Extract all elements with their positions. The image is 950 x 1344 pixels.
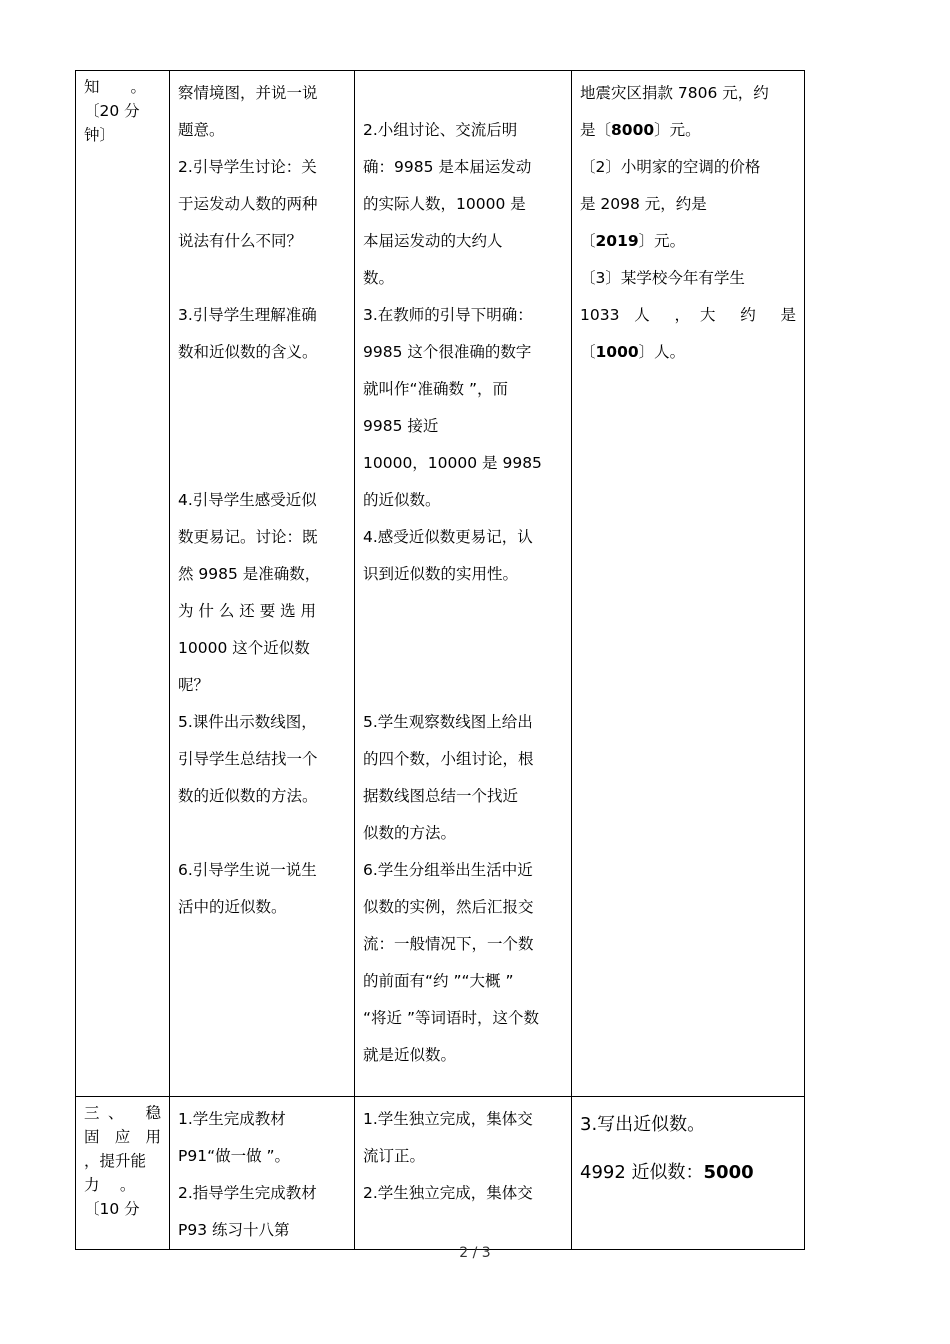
text-line: 活中的近似数。 xyxy=(178,898,287,916)
text-line: 1.学生完成教材 xyxy=(178,1110,286,1128)
text-line: 4.感受近似数更易记，认 xyxy=(363,528,533,546)
page-number: 2 / 3 xyxy=(459,1245,491,1261)
stage-line: 〔20 分 xyxy=(84,102,140,120)
text-line: 3.引导学生理解准确 xyxy=(178,306,317,324)
text-line: 呢？ xyxy=(178,676,210,694)
text-line: 为 什 么 还 要 选 用 xyxy=(178,602,317,620)
text-line: 似数的实例，然后汇报交 xyxy=(363,898,534,916)
text-line: 据数线图总结一个找近 xyxy=(363,787,519,805)
text-line: 2.引导学生讨论：关 xyxy=(178,158,317,176)
text-line: P91“做一做 ”。 xyxy=(178,1147,291,1165)
text-line: 就叫作“准确数 ”，而 xyxy=(363,380,508,398)
text-line: 流订正。 xyxy=(363,1147,426,1165)
stage-line: 钟〕 xyxy=(84,126,116,144)
text-line: 2.小组讨论、交流后明 xyxy=(363,121,518,139)
table-row xyxy=(76,71,805,1097)
answer-value: 5000 xyxy=(703,1162,754,1183)
text-line: 2.学生独立完成，集体交 xyxy=(363,1184,533,1202)
table-row xyxy=(76,1097,805,1250)
text-line: P93 练习十八第 xyxy=(178,1221,290,1239)
text-line: 的近似数。 xyxy=(363,491,441,509)
text-line: 于运发动人数的两种 xyxy=(178,195,318,213)
stage-line: 三、 稳 xyxy=(84,1104,161,1122)
teacher-activity-cell xyxy=(170,71,355,1097)
student-activity-cell xyxy=(355,71,572,1097)
text-line: 5.课件出示数线图， xyxy=(178,713,317,731)
text-line: 1.学生独立完成，集体交 xyxy=(363,1110,533,1128)
answer-line: 〔2019〕元。 xyxy=(580,232,686,250)
exercise-cell xyxy=(572,71,805,1097)
text-line: 〔3〕某学校今年有学生 xyxy=(580,269,745,287)
text-line: 题意。 xyxy=(178,121,225,139)
answer-value: 8000 xyxy=(611,121,655,139)
student-activity-cell xyxy=(355,1097,572,1250)
text-line: 确：9985 是本届运发动 xyxy=(363,158,532,176)
text-line: 地震灾区捐款 7806 元，约 xyxy=(580,84,769,102)
stage-line: ，提升能 xyxy=(84,1152,147,1170)
text-line: 2.指导学生完成教材 xyxy=(178,1184,317,1202)
text-line: 数更易记。讨论：既 xyxy=(178,528,318,546)
text-line: 流：一般情况下，一个数 xyxy=(363,935,534,953)
text-line: 数。 xyxy=(363,269,395,287)
text-line: 识到近似数的实用性。 xyxy=(363,565,519,583)
exercise-cell xyxy=(572,1097,805,1250)
text-line: 说法有什么不同？ xyxy=(178,232,303,250)
text-line: 〔2〕小明家的空调的价格 xyxy=(580,158,761,176)
text-line: 5.学生观察数线图上给出 xyxy=(363,713,533,731)
text-line: 数和近似数的含义。 xyxy=(178,343,318,361)
stage-line: 力 。 xyxy=(84,1176,136,1194)
text-line: 引导学生总结找一个 xyxy=(178,750,318,768)
text-line: 的前面有“约 ”“大概 ” xyxy=(363,972,514,990)
text-line: 的四个数，小组讨论，根 xyxy=(363,750,534,768)
text-line: 10000，10000 是 9985 xyxy=(363,454,542,472)
text-line: 数的近似数的方法。 xyxy=(178,787,318,805)
stage-cell xyxy=(76,1097,170,1250)
text-line: 本届运发动的大约人 xyxy=(363,232,503,250)
answer-line: 〔1000〕人。 xyxy=(580,343,686,361)
text-line: 6.学生分组举出生活中近 xyxy=(363,861,533,879)
text-line: 就是近似数。 xyxy=(363,1046,457,1064)
text-line: 然 9985 是准确数， xyxy=(178,565,321,583)
text-line: 4.引导学生感受近似 xyxy=(178,491,317,509)
answer-line: 是〔8000〕元。 xyxy=(580,121,701,139)
text-line: “将近 ”等词语时，这个数 xyxy=(363,1009,539,1027)
stage-line: 固应用 xyxy=(84,1128,161,1146)
text-line: 似数的方法。 xyxy=(363,824,457,842)
text-line: 1033 人 ，大 约 是 xyxy=(580,306,796,324)
stage-line: 知 。 xyxy=(84,78,147,96)
lesson-plan-table xyxy=(75,70,805,1250)
text-line: 察情境图，并说一说 xyxy=(178,84,318,102)
text-line: 9985 这个很准确的数字 xyxy=(363,343,532,361)
text-line: 9985 接近 xyxy=(363,417,439,435)
text-line: 10000 这个近似数 xyxy=(178,639,310,657)
answer-value: 1000 xyxy=(595,343,639,361)
teacher-activity-cell xyxy=(170,1097,355,1250)
stage-cell xyxy=(76,71,170,1097)
text-line: 的实际人数，10000 是 xyxy=(363,195,526,213)
text-line: 是 2098 元，约是 xyxy=(580,195,707,213)
stage-line: 〔10 分 xyxy=(84,1200,140,1218)
text-line: 3.在教师的引导下明确： xyxy=(363,306,533,324)
answer-value: 2019 xyxy=(595,232,639,250)
answer-line: 4992 近似数：5000 xyxy=(580,1162,754,1183)
text-line: 6.引导学生说一说生 xyxy=(178,861,317,879)
exercise-title: 3.写出近似数。 xyxy=(580,1114,706,1135)
